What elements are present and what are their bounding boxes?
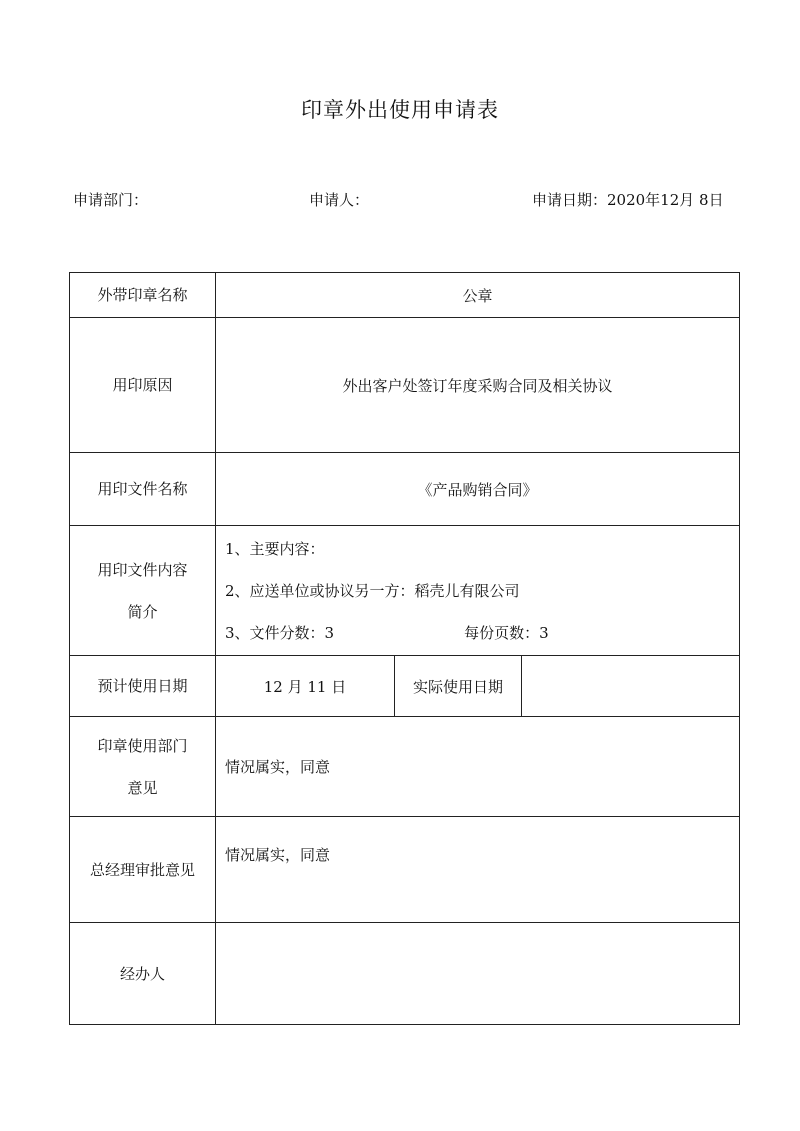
file-name-label: 用印文件名称 [70, 453, 216, 526]
summary-pages: 每份页数：3 [464, 623, 549, 642]
dept-opinion-value: 情况属实，同意 [216, 717, 740, 817]
department-label: 申请部门： [73, 191, 149, 209]
seal-name-value: 公章 [216, 273, 740, 318]
file-summary-label-line1: 用印文件内容 [97, 560, 188, 579]
dept-opinion-row [70, 717, 740, 817]
gm-opinion-label: 总经理审批意见 [70, 817, 216, 923]
file-summary-content [216, 526, 740, 656]
gm-opinion-row [70, 817, 740, 923]
dates-row [70, 656, 740, 717]
application-date: 申请日期：2020年12月 8日 [532, 191, 724, 209]
form-title: 印章外出使用申请表 [301, 98, 499, 122]
reason-label: 用印原因 [70, 318, 216, 453]
file-summary-row [70, 526, 740, 656]
planned-date-label: 预计使用日期 [70, 656, 216, 717]
reason-value: 外出客户处签订年度采购合同及相关协议 [216, 318, 740, 453]
seal-name-row [70, 273, 740, 318]
planned-date-value: 12 月 11 日 [216, 656, 395, 717]
actual-date-value [522, 656, 740, 717]
handler-row [70, 923, 740, 1025]
dept-opinion-label-line1: 印章使用部门 [97, 736, 188, 755]
dept-opinion-label [70, 717, 216, 817]
summary-counts [225, 612, 739, 654]
gm-opinion-value: 情况属实，同意 [216, 817, 740, 923]
file-summary-label-line2: 简介 [127, 602, 158, 621]
actual-date-label: 实际使用日期 [395, 656, 522, 717]
seal-application-table [69, 272, 740, 1025]
reason-row [70, 318, 740, 453]
handler-value [216, 923, 740, 1025]
summary-copies: 3、文件分数：3 [225, 623, 335, 642]
file-name-value: 《产品购销合同》 [216, 453, 740, 526]
file-summary-label [70, 526, 216, 656]
summary-counterparty: 2、应送单位或协议另一方：稻壳儿有限公司 [225, 581, 520, 600]
summary-main-content: 1、主要内容： [225, 539, 325, 558]
file-name-row [70, 453, 740, 526]
dept-opinion-label-line2: 意见 [127, 778, 158, 797]
applicant-label: 申请人： [309, 191, 370, 209]
handler-label: 经办人 [70, 923, 216, 1025]
seal-name-label: 外带印章名称 [70, 273, 216, 318]
